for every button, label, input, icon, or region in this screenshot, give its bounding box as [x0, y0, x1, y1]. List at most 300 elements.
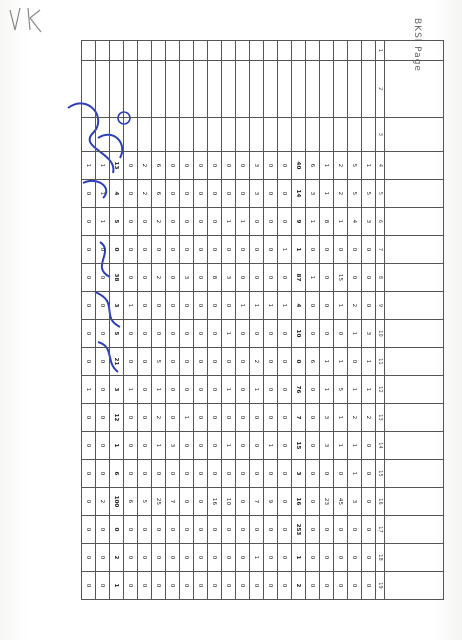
- value-cell: 0: [194, 207, 208, 235]
- value-cell: 1: [152, 431, 166, 459]
- value-cell: 1: [82, 375, 96, 403]
- value-cell: 2: [152, 207, 166, 235]
- value-cell: 0: [124, 515, 138, 543]
- value-cell: 2: [334, 179, 348, 207]
- header-cell: [385, 151, 444, 179]
- value-cell: 0: [124, 319, 138, 347]
- value-cell: 0: [138, 459, 152, 487]
- label-cell: [222, 60, 236, 117]
- value-cell: 0: [306, 431, 320, 459]
- label-cell: [110, 41, 124, 61]
- value-cell: 0: [82, 319, 96, 347]
- value-cell: 0: [194, 487, 208, 515]
- column-number-cell: 16: [376, 487, 385, 515]
- value-cell: 0: [194, 431, 208, 459]
- value-cell: 3: [362, 319, 376, 347]
- value-cell: 0: [96, 459, 110, 487]
- label-cell: [334, 60, 348, 117]
- table-header-row: [385, 41, 444, 600]
- table-row: [124, 41, 138, 600]
- value-cell: 13: [110, 151, 124, 179]
- value-cell: 0: [264, 571, 278, 599]
- value-cell: 3: [110, 291, 124, 319]
- value-cell: 0: [82, 431, 96, 459]
- label-cell: [334, 41, 348, 61]
- value-cell: 0: [180, 543, 194, 571]
- label-cell: [320, 41, 334, 61]
- value-cell: 0: [292, 347, 306, 375]
- value-cell: 0: [166, 207, 180, 235]
- value-cell: 0: [334, 515, 348, 543]
- label-cell: [348, 41, 362, 61]
- label-cell: [152, 41, 166, 61]
- value-cell: 0: [124, 207, 138, 235]
- label-cell: [82, 41, 96, 61]
- header-cell: [385, 487, 444, 515]
- value-cell: 1: [334, 403, 348, 431]
- value-cell: 1: [110, 431, 124, 459]
- value-cell: 0: [180, 291, 194, 319]
- header-cell: [385, 431, 444, 459]
- label-cell: [124, 117, 138, 151]
- value-cell: 0: [278, 459, 292, 487]
- value-cell: 0: [166, 347, 180, 375]
- value-cell: 1: [222, 319, 236, 347]
- value-cell: 0: [278, 403, 292, 431]
- value-cell: 0: [278, 375, 292, 403]
- value-cell: 3: [320, 431, 334, 459]
- value-cell: 1: [250, 291, 264, 319]
- value-cell: 0: [180, 431, 194, 459]
- value-cell: 0: [194, 571, 208, 599]
- table-row: [264, 41, 278, 600]
- value-cell: 0: [96, 347, 110, 375]
- value-cell: 1: [320, 347, 334, 375]
- value-cell: 0: [264, 543, 278, 571]
- value-cell: 7: [166, 487, 180, 515]
- value-cell: 0: [180, 487, 194, 515]
- value-cell: 0: [222, 403, 236, 431]
- table-row: [208, 41, 222, 600]
- value-cell: 25: [152, 487, 166, 515]
- value-cell: 0: [208, 179, 222, 207]
- label-cell: [320, 117, 334, 151]
- value-cell: 0: [222, 571, 236, 599]
- value-cell: 0: [264, 375, 278, 403]
- value-cell: 0: [236, 375, 250, 403]
- value-cell: 0: [236, 151, 250, 179]
- value-cell: 0: [236, 543, 250, 571]
- label-cell: [362, 60, 376, 117]
- value-cell: 10: [292, 319, 306, 347]
- value-cell: 3: [306, 179, 320, 207]
- value-cell: 0: [194, 403, 208, 431]
- value-cell: 0: [264, 459, 278, 487]
- column-number-cell: 4: [376, 151, 385, 179]
- value-cell: 0: [82, 459, 96, 487]
- value-cell: 0: [124, 179, 138, 207]
- value-cell: 0: [362, 543, 376, 571]
- value-cell: 0: [82, 543, 96, 571]
- label-cell: [250, 41, 264, 61]
- value-cell: 0: [194, 515, 208, 543]
- value-cell: 1: [96, 151, 110, 179]
- label-cell: [264, 41, 278, 61]
- value-cell: 0: [152, 291, 166, 319]
- value-cell: 45: [334, 487, 348, 515]
- value-cell: 0: [250, 571, 264, 599]
- column-number-cell: 5: [376, 179, 385, 207]
- value-cell: 76: [292, 375, 306, 403]
- value-cell: 0: [264, 235, 278, 263]
- value-cell: 16: [292, 487, 306, 515]
- value-cell: 16: [208, 487, 222, 515]
- label-cell: [362, 41, 376, 61]
- table-row: [306, 41, 320, 600]
- value-cell: 0: [82, 207, 96, 235]
- value-cell: 5: [152, 347, 166, 375]
- table-row: [278, 41, 292, 600]
- value-cell: 0: [236, 459, 250, 487]
- header-cell: [385, 543, 444, 571]
- value-cell: 0: [320, 235, 334, 263]
- table-row: [320, 41, 334, 600]
- value-cell: 9: [292, 207, 306, 235]
- value-cell: 0: [138, 403, 152, 431]
- table-body: [82, 41, 376, 600]
- value-cell: 3: [180, 263, 194, 291]
- value-cell: 0: [236, 515, 250, 543]
- value-cell: 1: [250, 543, 264, 571]
- column-number-row: [376, 41, 385, 600]
- value-cell: 0: [306, 291, 320, 319]
- column-number-cell: 15: [376, 459, 385, 487]
- header-cell: [385, 41, 444, 61]
- value-cell: 0: [222, 179, 236, 207]
- header-cell: [385, 319, 444, 347]
- value-cell: 0: [306, 375, 320, 403]
- value-cell: 0: [82, 235, 96, 263]
- value-cell: 0: [124, 543, 138, 571]
- value-cell: 3: [362, 207, 376, 235]
- label-cell: [96, 117, 110, 151]
- value-cell: 1: [334, 431, 348, 459]
- label-cell: [138, 117, 152, 151]
- value-cell: 1: [320, 375, 334, 403]
- label-cell: [264, 117, 278, 151]
- value-cell: 40: [292, 151, 306, 179]
- value-cell: 0: [250, 319, 264, 347]
- label-cell: [292, 41, 306, 61]
- value-cell: 0: [334, 319, 348, 347]
- value-cell: 0: [306, 235, 320, 263]
- value-cell: 2: [152, 263, 166, 291]
- value-cell: 1: [222, 375, 236, 403]
- value-cell: 0: [334, 235, 348, 263]
- value-cell: 0: [264, 263, 278, 291]
- value-cell: 1: [110, 571, 124, 599]
- value-cell: 0: [166, 291, 180, 319]
- value-cell: 15: [292, 431, 306, 459]
- value-cell: 0: [82, 487, 96, 515]
- value-cell: 2: [348, 291, 362, 319]
- label-cell: [166, 60, 180, 117]
- value-cell: 0: [278, 319, 292, 347]
- header-cell: [385, 263, 444, 291]
- value-cell: 1: [264, 291, 278, 319]
- value-cell: 0: [236, 235, 250, 263]
- table-row: [152, 41, 166, 600]
- value-cell: 0: [180, 151, 194, 179]
- value-cell: 0: [362, 487, 376, 515]
- value-cell: 1: [348, 319, 362, 347]
- value-cell: 0: [96, 375, 110, 403]
- value-cell: 0: [250, 207, 264, 235]
- value-cell: 0: [250, 431, 264, 459]
- label-cell: [292, 60, 306, 117]
- value-cell: 0: [334, 571, 348, 599]
- value-cell: 1: [334, 207, 348, 235]
- page-label: BKSl Page: [412, 18, 422, 72]
- value-cell: 6: [152, 151, 166, 179]
- value-cell: 2: [250, 347, 264, 375]
- value-cell: 0: [278, 347, 292, 375]
- value-cell: 6: [306, 347, 320, 375]
- value-cell: 0: [194, 375, 208, 403]
- value-cell: 0: [166, 151, 180, 179]
- value-cell: 5: [348, 151, 362, 179]
- value-cell: 0: [194, 179, 208, 207]
- value-cell: 0: [138, 515, 152, 543]
- value-cell: 0: [278, 263, 292, 291]
- value-cell: 0: [124, 263, 138, 291]
- label-cell: [306, 41, 320, 61]
- value-cell: 0: [180, 375, 194, 403]
- value-cell: 1: [278, 291, 292, 319]
- table-row: [348, 41, 362, 600]
- label-cell: [194, 117, 208, 151]
- label-cell: [236, 41, 250, 61]
- value-cell: 0: [278, 207, 292, 235]
- value-cell: 0: [264, 179, 278, 207]
- value-cell: 1: [180, 403, 194, 431]
- table-row: [82, 41, 96, 600]
- column-number-cell: 9: [376, 291, 385, 319]
- value-cell: 23: [320, 487, 334, 515]
- label-cell: [166, 41, 180, 61]
- value-cell: 5: [110, 207, 124, 235]
- value-cell: 0: [320, 515, 334, 543]
- value-cell: 0: [138, 319, 152, 347]
- value-cell: 0: [278, 179, 292, 207]
- table-row: [222, 41, 236, 600]
- value-cell: 0: [180, 459, 194, 487]
- value-cell: 1: [320, 151, 334, 179]
- value-cell: 0: [222, 235, 236, 263]
- value-cell: 0: [348, 347, 362, 375]
- label-cell: [362, 117, 376, 151]
- value-cell: 0: [208, 403, 222, 431]
- value-cell: 0: [194, 543, 208, 571]
- value-cell: 0: [180, 515, 194, 543]
- label-cell: [320, 60, 334, 117]
- value-cell: 0: [166, 235, 180, 263]
- column-number-cell: 13: [376, 403, 385, 431]
- value-cell: 0: [278, 431, 292, 459]
- value-cell: 0: [124, 431, 138, 459]
- value-cell: 0: [138, 375, 152, 403]
- value-cell: 0: [320, 459, 334, 487]
- value-cell: 0: [264, 515, 278, 543]
- label-cell: [180, 117, 194, 151]
- value-cell: 0: [348, 263, 362, 291]
- value-cell: 0: [208, 207, 222, 235]
- value-cell: 0: [194, 319, 208, 347]
- header-cell: [385, 459, 444, 487]
- value-cell: 0: [166, 319, 180, 347]
- label-cell: [250, 60, 264, 117]
- value-cell: 0: [236, 319, 250, 347]
- label-cell: [208, 41, 222, 61]
- label-cell: [82, 60, 96, 117]
- value-cell: 0: [222, 347, 236, 375]
- table-row: [250, 41, 264, 600]
- value-cell: 0: [110, 235, 124, 263]
- label-cell: [278, 117, 292, 151]
- value-cell: 0: [222, 291, 236, 319]
- value-cell: 0: [334, 543, 348, 571]
- header-cell: [385, 235, 444, 263]
- label-cell: [166, 117, 180, 151]
- value-cell: 0: [138, 291, 152, 319]
- value-cell: 0: [96, 235, 110, 263]
- label-cell: [348, 60, 362, 117]
- label-cell: [138, 41, 152, 61]
- header-cell: [385, 179, 444, 207]
- label-cell: [306, 60, 320, 117]
- value-cell: 0: [208, 151, 222, 179]
- value-cell: 1: [96, 179, 110, 207]
- value-cell: 1: [124, 375, 138, 403]
- value-cell: 0: [222, 459, 236, 487]
- value-cell: 3: [222, 263, 236, 291]
- label-cell: [208, 60, 222, 117]
- value-cell: 2: [292, 571, 306, 599]
- value-cell: 0: [334, 459, 348, 487]
- value-cell: 0: [96, 571, 110, 599]
- value-cell: 1: [306, 263, 320, 291]
- value-cell: 0: [82, 515, 96, 543]
- value-cell: 0: [124, 235, 138, 263]
- label-cell: [82, 117, 96, 151]
- value-cell: 0: [250, 515, 264, 543]
- value-cell: 2: [138, 179, 152, 207]
- column-number-cell: 12: [376, 375, 385, 403]
- value-cell: 0: [166, 179, 180, 207]
- value-cell: 0: [124, 571, 138, 599]
- value-cell: 0: [208, 459, 222, 487]
- value-cell: 0: [152, 571, 166, 599]
- value-cell: 1: [250, 375, 264, 403]
- label-cell: [236, 117, 250, 151]
- value-cell: 0: [208, 235, 222, 263]
- value-cell: 0: [180, 319, 194, 347]
- label-cell: [334, 117, 348, 151]
- value-cell: 0: [264, 207, 278, 235]
- column-number-cell: 8: [376, 263, 385, 291]
- value-cell: 0: [82, 179, 96, 207]
- value-cell: 6: [306, 151, 320, 179]
- value-cell: 12: [110, 403, 124, 431]
- value-cell: 0: [96, 291, 110, 319]
- value-cell: 0: [96, 515, 110, 543]
- label-cell: [110, 117, 124, 151]
- value-cell: 1: [264, 431, 278, 459]
- value-cell: 253: [292, 515, 306, 543]
- value-cell: 0: [278, 543, 292, 571]
- value-cell: 3: [110, 375, 124, 403]
- value-cell: 0: [208, 543, 222, 571]
- header-cell: [385, 347, 444, 375]
- value-cell: 1: [334, 347, 348, 375]
- value-cell: 0: [152, 235, 166, 263]
- value-cell: 0: [306, 459, 320, 487]
- value-cell: 1: [320, 179, 334, 207]
- value-cell: 5: [334, 375, 348, 403]
- value-cell: 0: [208, 571, 222, 599]
- value-cell: 0: [180, 179, 194, 207]
- table-row: [236, 41, 250, 600]
- value-cell: 2: [152, 403, 166, 431]
- value-cell: 0: [222, 543, 236, 571]
- value-cell: 0: [306, 319, 320, 347]
- header-cell: [385, 375, 444, 403]
- value-cell: 0: [180, 207, 194, 235]
- value-cell: 1: [278, 235, 292, 263]
- value-cell: 2: [362, 403, 376, 431]
- column-number-cell: 2: [376, 60, 385, 117]
- value-cell: 0: [194, 459, 208, 487]
- label-cell: [152, 117, 166, 151]
- label-cell: [292, 117, 306, 151]
- table-row: [292, 41, 306, 600]
- value-cell: 5: [362, 179, 376, 207]
- value-cell: 3: [250, 151, 264, 179]
- table-row: [110, 41, 124, 600]
- value-cell: 7: [250, 487, 264, 515]
- value-cell: 0: [306, 487, 320, 515]
- column-number-cell: 19: [376, 571, 385, 599]
- value-cell: 0: [82, 571, 96, 599]
- value-cell: 0: [306, 543, 320, 571]
- label-cell: [222, 117, 236, 151]
- column-number-cell: 14: [376, 431, 385, 459]
- value-cell: 3: [292, 459, 306, 487]
- column-number-cell: 7: [376, 235, 385, 263]
- value-cell: 1: [362, 347, 376, 375]
- value-cell: 3: [166, 431, 180, 459]
- table-row: [194, 41, 208, 600]
- value-cell: 0: [166, 543, 180, 571]
- value-cell: 4: [348, 207, 362, 235]
- value-cell: 15: [334, 263, 348, 291]
- label-cell: [348, 117, 362, 151]
- value-cell: 0: [180, 571, 194, 599]
- value-cell: 0: [250, 235, 264, 263]
- value-cell: 0: [96, 431, 110, 459]
- value-cell: 0: [320, 291, 334, 319]
- value-cell: 2: [138, 151, 152, 179]
